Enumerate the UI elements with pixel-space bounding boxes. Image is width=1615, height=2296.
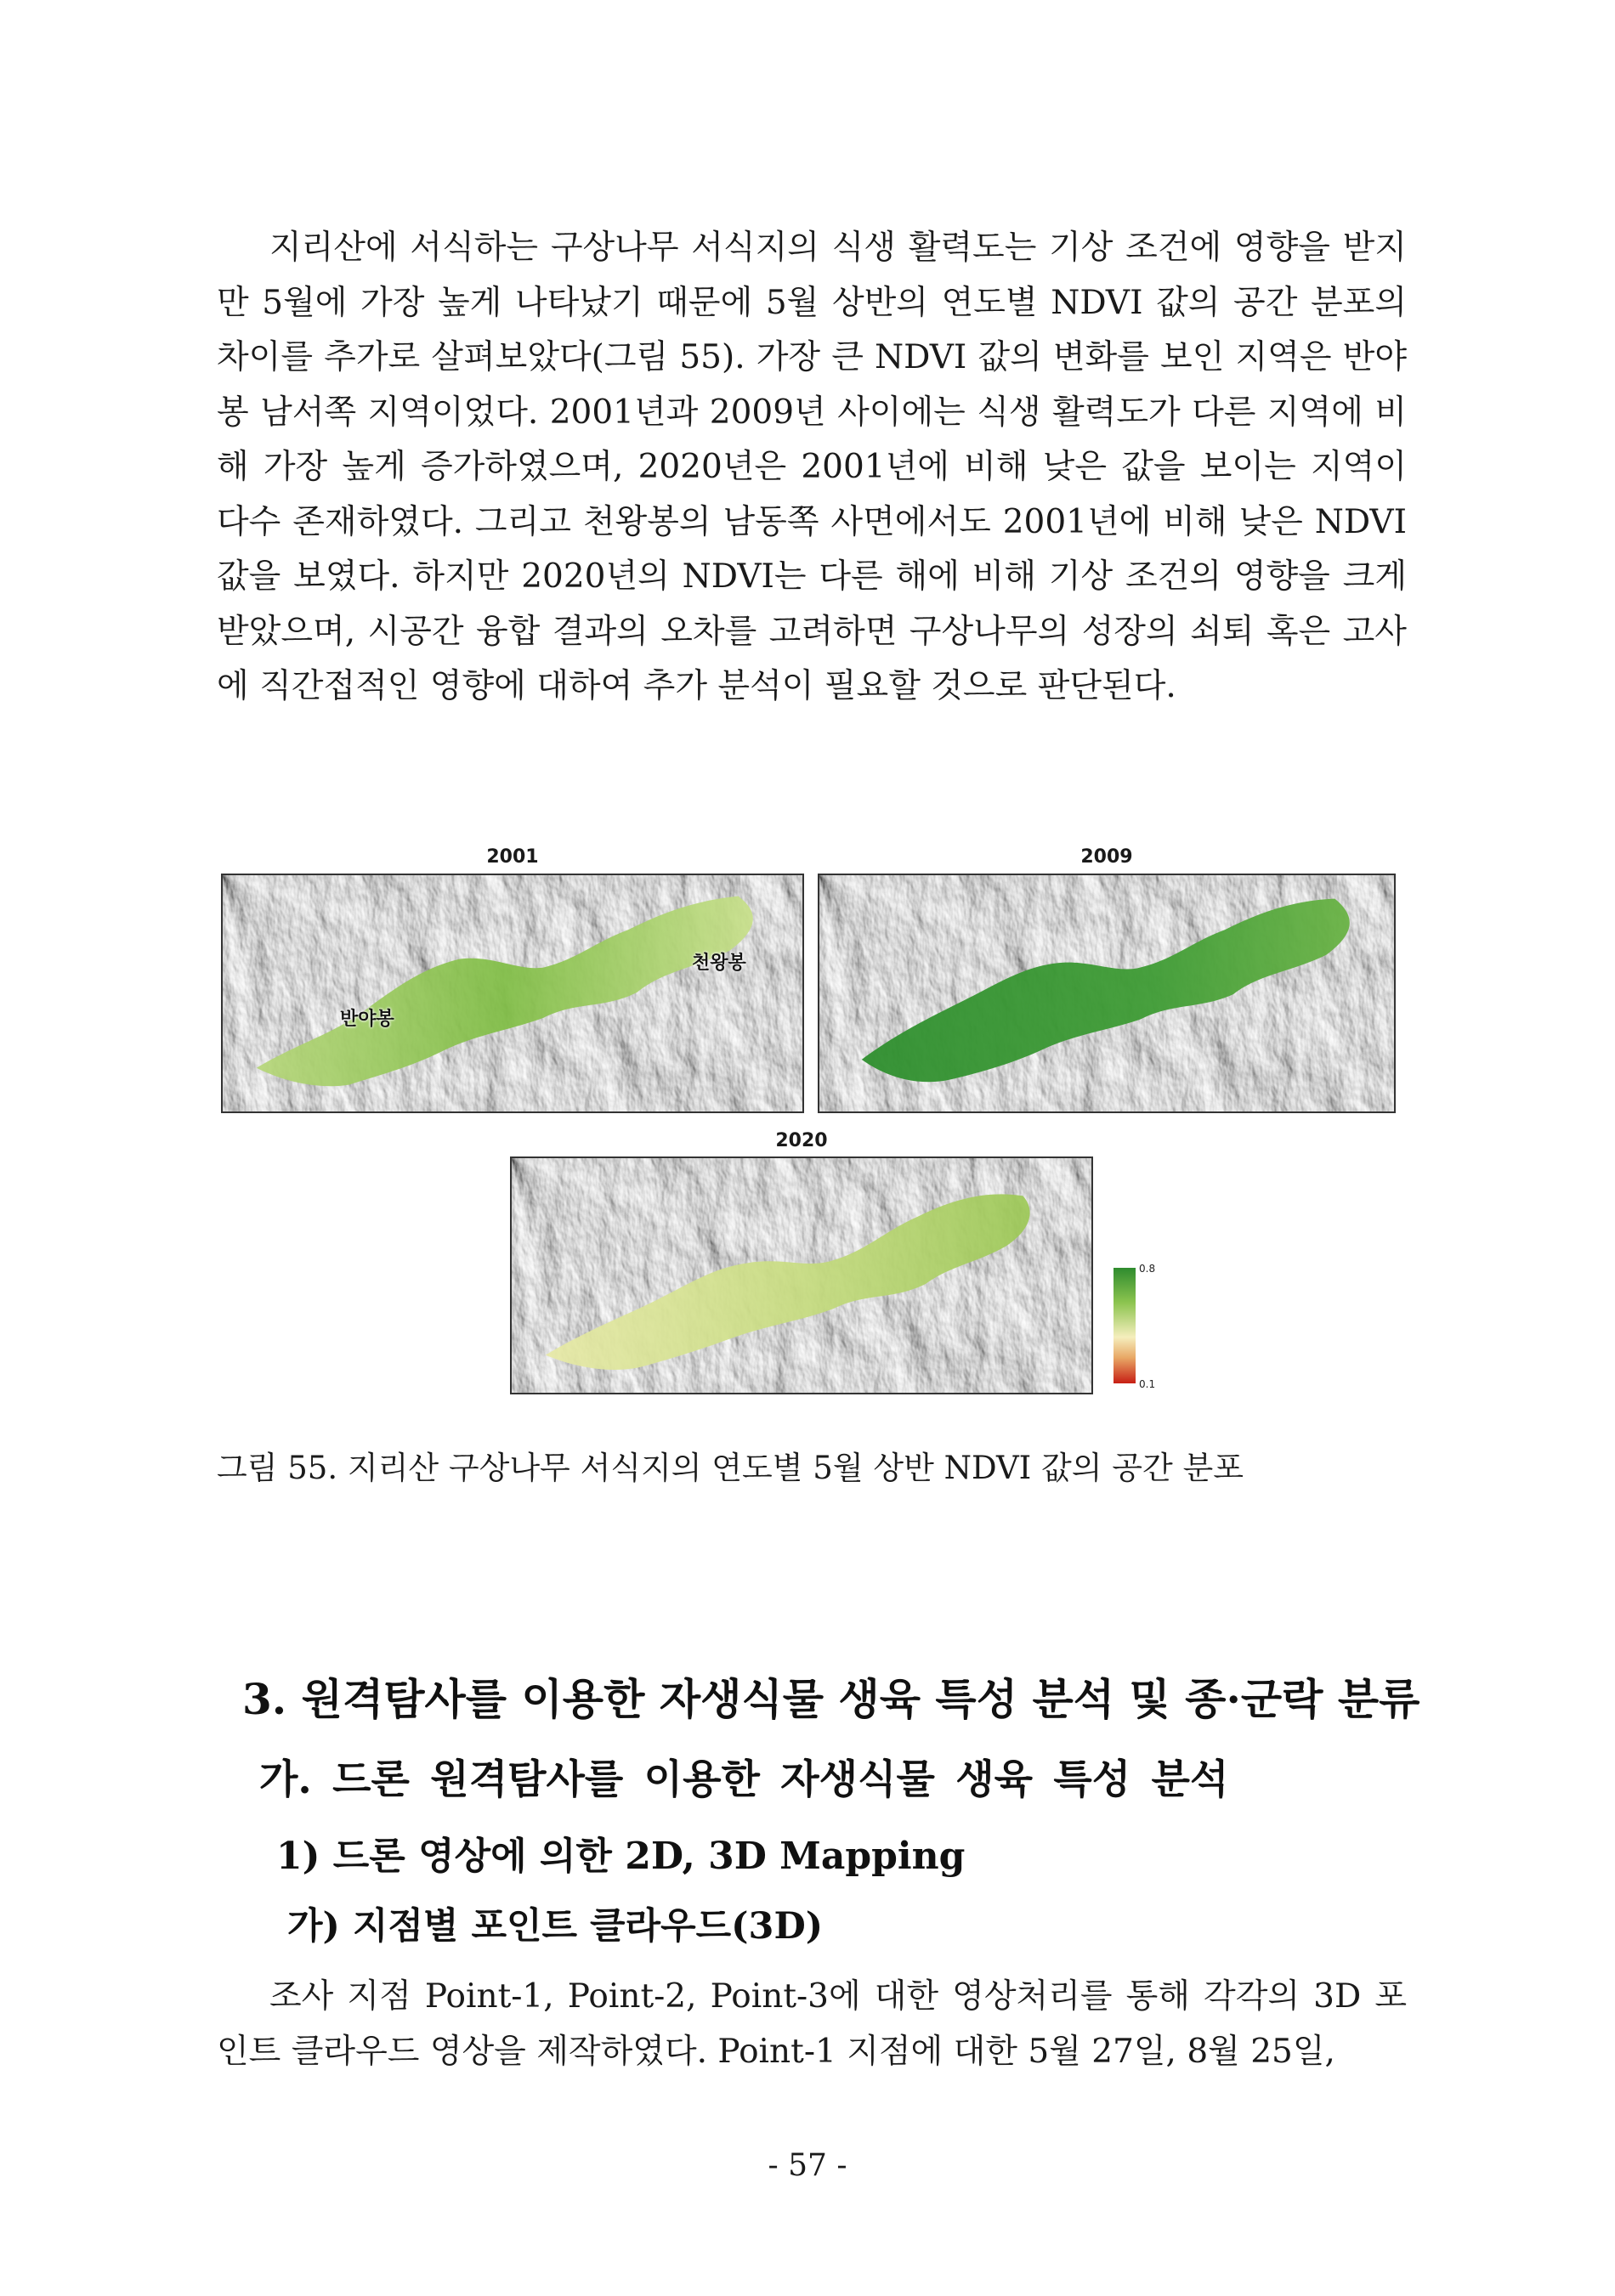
legend-max-value: 0.8 (1139, 1263, 1156, 1275)
section-heading: 3. 원격탐사를 이용한 자생식물 생육 특성 분석 및 종·군락 분류 (242, 1674, 1420, 1724)
paragraph-text: 지리산에 서식하는 구상나무 서식지의 식생 활력도는 기상 조건에 영향을 받지만 5월에 가장 높게 나타났기 때문에 5월 상반의 연도별 NDVI 값의 공간 분포의 차이를 추가로 살펴보았다(그림 55). 가장 큰 NDVI 값의 변화를 보인 지역은 반야봉 남서쪽 지역이었다. 2001년과 2009년 사이에는 식생 활력도가 다른 지역에 비해 가장 높게 증가하였으며, 2020년은 2001년에 비해 낮은 값을 보이는 지역이 다수 존재하였다. 그리고 천왕봉의 남동쪽 사면에서도 2001년에 비해 낮은 NDVI 값을 보였다. 하지만 2020년의 NDVI는 다른 해에 비해 기상 조건의 영향을 크게 받았으며, 시공간 융합 결과의 오차를 고려하면 구상나무의 성장의 쇠퇴 혹은 고사에 직간접적인 영향에 대하여 추가 분석이 필요할 것으로 판단된다. (217, 229, 1407, 705)
ndvi-color-scale (1114, 1268, 1136, 1383)
item-heading: 가) 지점별 포인트 클라우드(3D) (287, 1905, 824, 1948)
ndvi-map-2009 (818, 874, 1396, 1113)
ndvi-map-2001 (221, 874, 804, 1113)
map-title-2001: 2001 (486, 846, 539, 868)
subsection-heading: 가. 드론 원격탐사를 이용한 자생식물 생육 특성 분석 (259, 1756, 1229, 1803)
body-paragraph-2: 조사 지점 Point-1, Point-2, Point-3에 대한 영상처리를 통해 각각의 3D 포인트 클라우드 영상을 제작하였다. Point-1 지점에 대한 5월 27일, 8월 25일, (217, 1977, 1407, 2071)
map-title-2009: 2009 (1080, 846, 1133, 868)
peak-label-cheonwangbong: 천왕봉 (692, 953, 746, 974)
subsubsection-heading: 1) 드론 영상에 의한 2D, 3D Mapping (276, 1835, 966, 1878)
body-paragraph-1 (217, 221, 1407, 715)
ndvi-map-2020 (510, 1156, 1093, 1394)
figure-caption: 그림 55. 지리산 구상나무 서식지의 연도별 5월 상반 NDVI 값의 공간 분포 (217, 1450, 1244, 1486)
map-title-2020: 2020 (775, 1130, 828, 1151)
peak-label-banyabong: 반야봉 (340, 1009, 394, 1030)
page-number: - 57 - (768, 2148, 847, 2183)
legend-min-value: 0.1 (1139, 1378, 1156, 1390)
